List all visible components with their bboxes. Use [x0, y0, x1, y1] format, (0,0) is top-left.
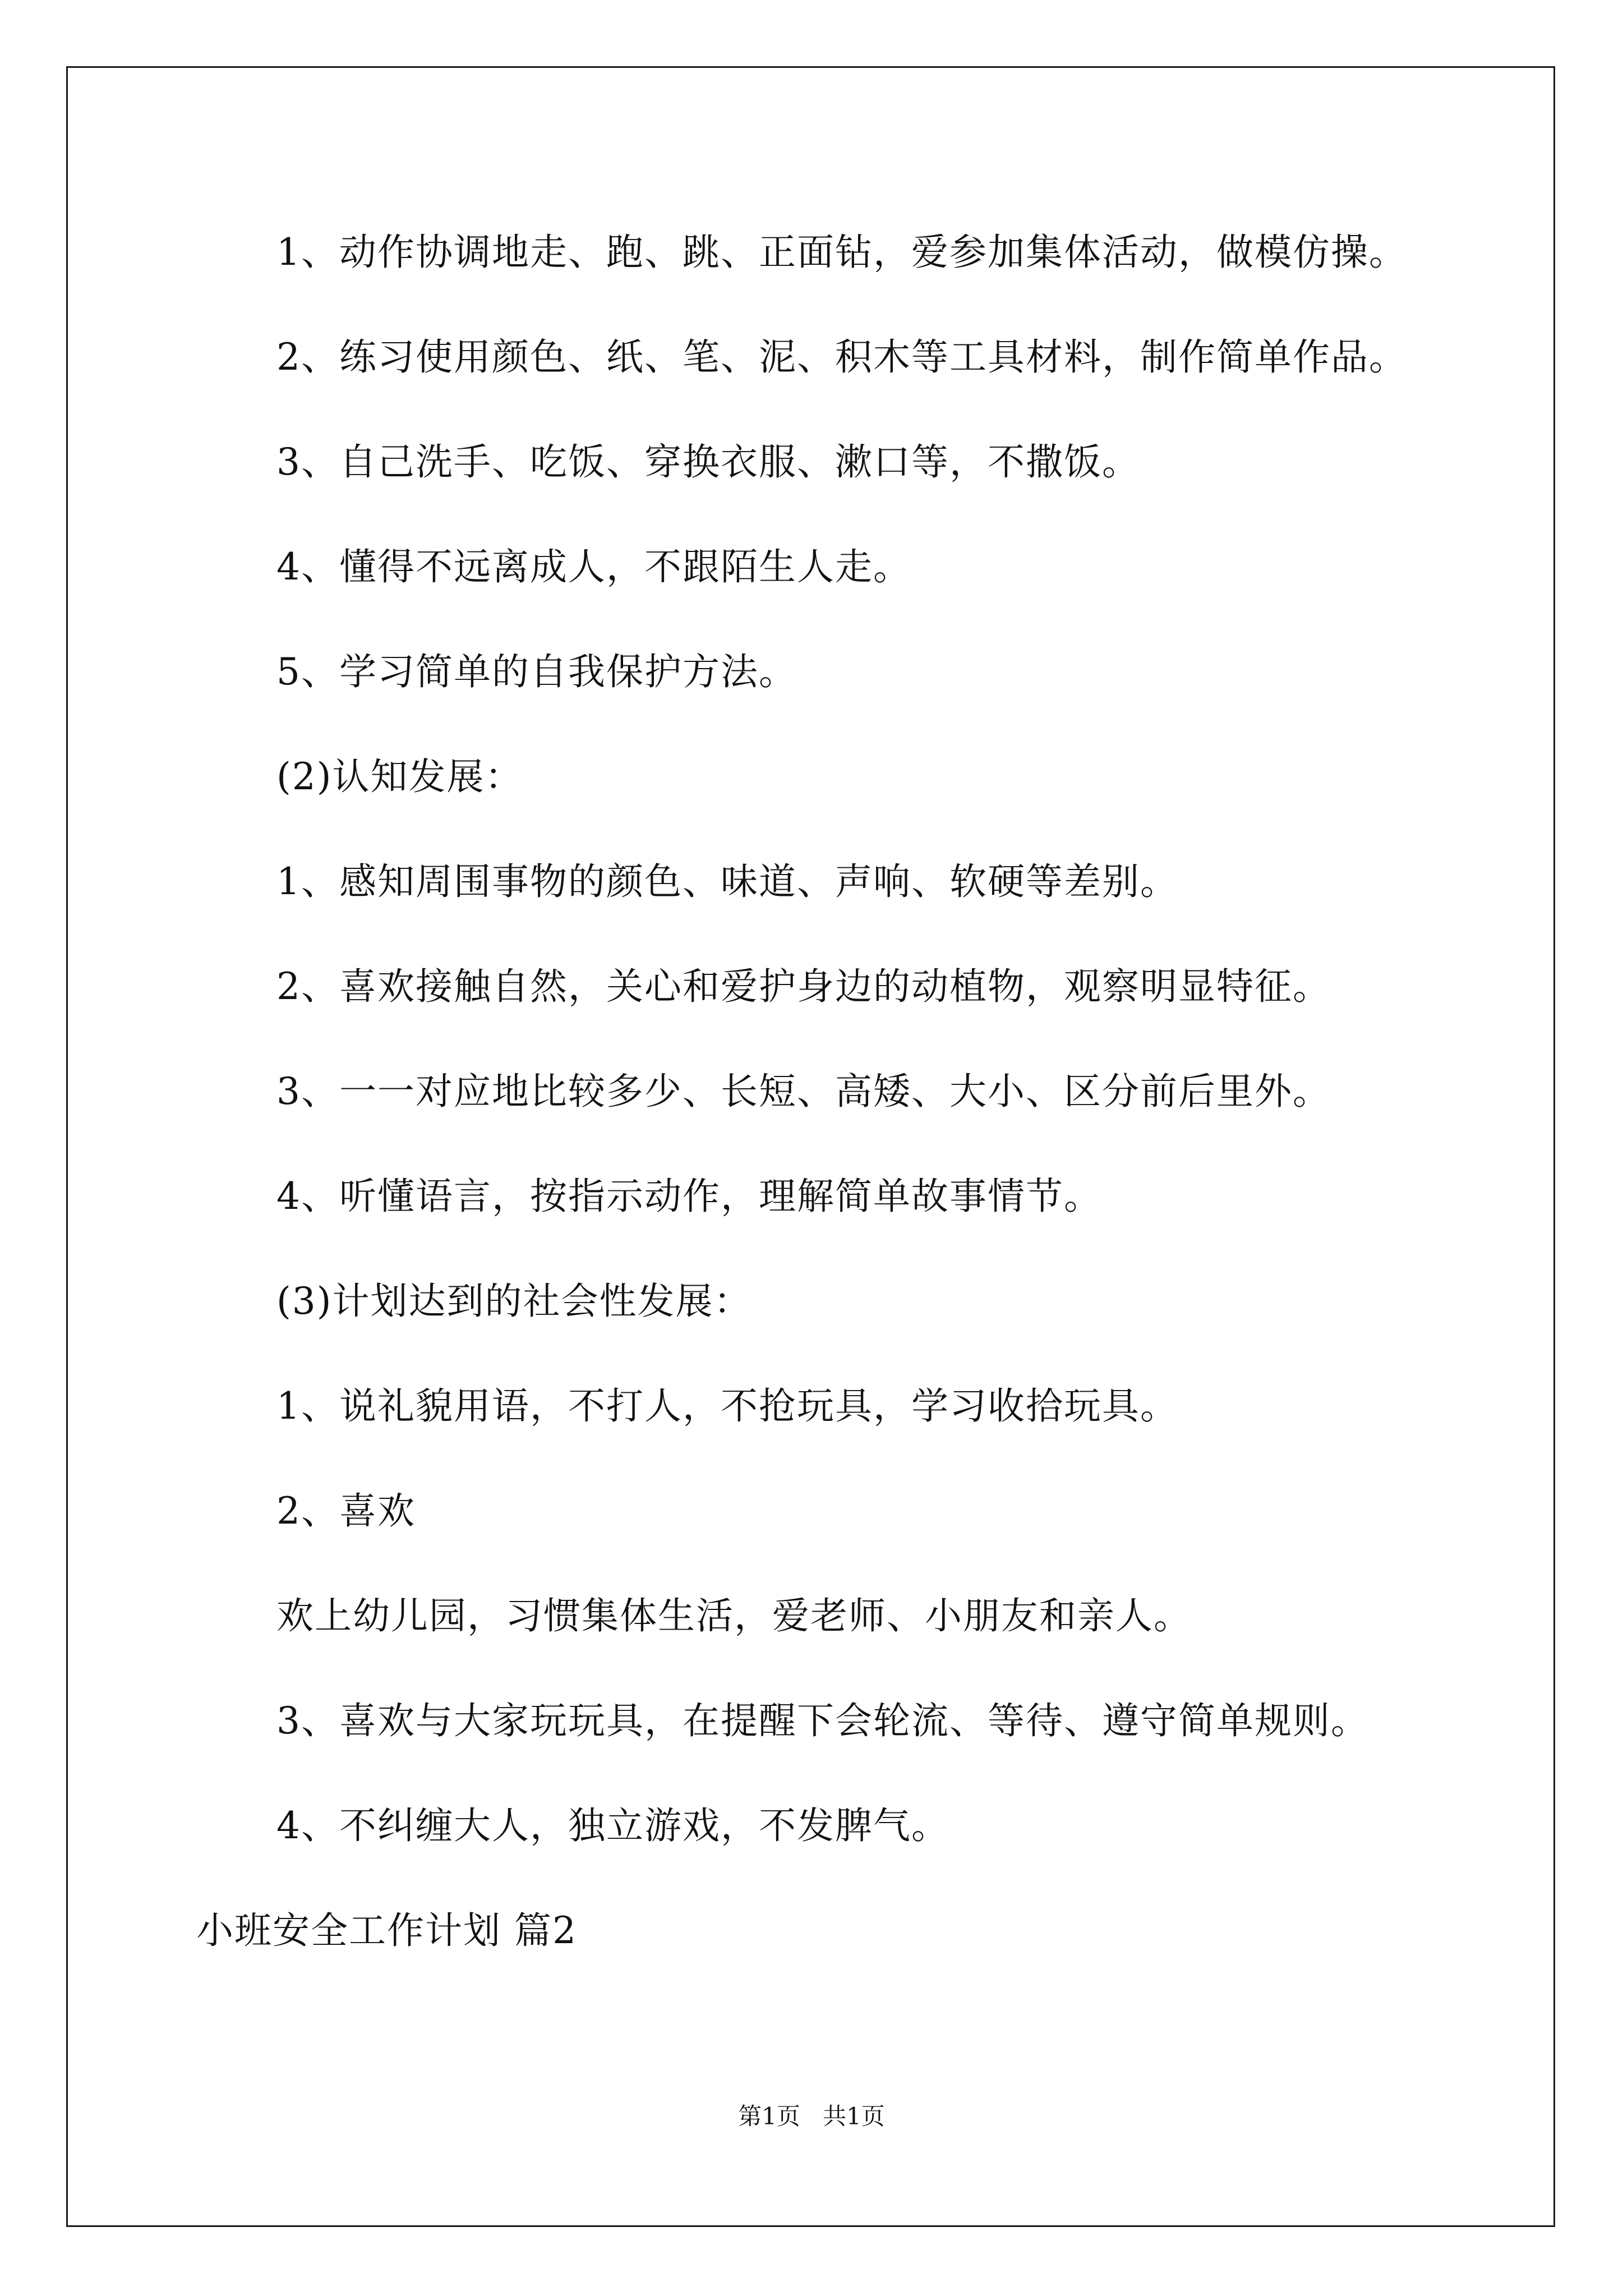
page-border	[66, 66, 1555, 2227]
body-line-10: 4、听懂语言，按指示动作，理解简单故事情节。	[276, 1175, 1102, 1218]
body-line-13: 2、喜欢	[276, 1489, 416, 1533]
body-line-1: 1、动作协调地走、跑、跳、正面钻，爱参加集体活动，做模仿操。	[276, 231, 1407, 274]
page-footer: 第1页 共1页	[738, 2102, 885, 2130]
body-line-8: 2、喜欢接触自然，关心和爱护身边的动植物，观察明显特征。	[276, 965, 1331, 1008]
body-line-9: 3、一一对应地比较多少、长短、高矮、大小、区分前后里外。	[276, 1070, 1331, 1113]
body-line-4: 4、懂得不远离成人，不跟陌生人走。	[276, 545, 911, 588]
body-line-14: 欢上幼儿园，习惯集体生活，爱老师、小朋友和亲人。	[276, 1594, 1192, 1637]
subheading-social: (3)计划达到的社会性发展：	[276, 1280, 752, 1323]
subheading-cognitive: (2)认知发展：	[276, 755, 523, 798]
body-line-3: 3、自己洗手、吃饭、穿换衣服、漱口等，不撒饭。	[276, 440, 1140, 484]
body-line-7: 1、感知周围事物的颜色、味道、声响、软硬等差别。	[276, 860, 1178, 903]
section-heading: 小班安全工作计划 篇2	[196, 1909, 577, 1952]
body-line-12: 1、说礼貌用语，不打人，不抢玩具，学习收拾玩具。	[276, 1384, 1178, 1428]
body-line-15: 3、喜欢与大家玩玩具，在提醒下会轮流、等待、遵守简单规则。	[276, 1699, 1369, 1742]
body-line-16: 4、不纠缠大人，独立游戏，不发脾气。	[276, 1804, 949, 1847]
body-line-5: 5、学习简单的自我保护方法。	[276, 650, 797, 693]
body-line-2: 2、练习使用颜色、纸、笔、泥、积木等工具材料，制作简单作品。	[276, 335, 1407, 379]
